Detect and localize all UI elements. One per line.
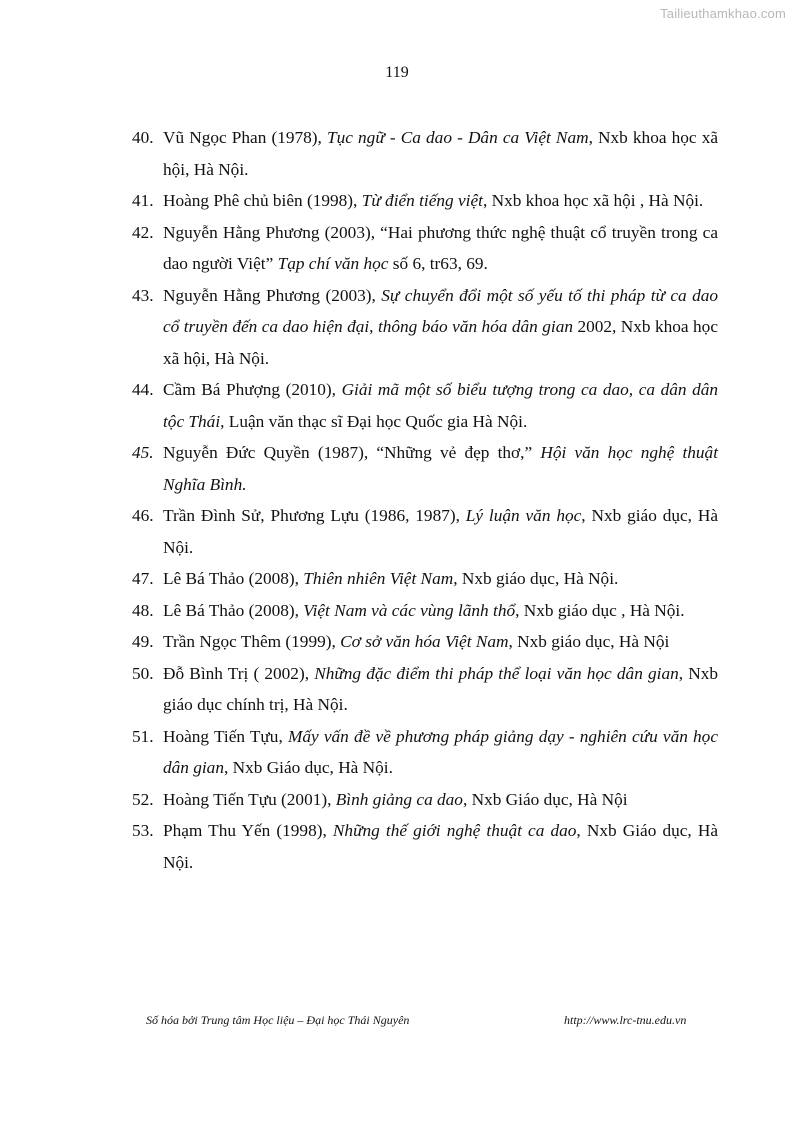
reference-number: 47. — [132, 569, 154, 588]
reference-item — [132, 595, 718, 627]
reference-text: Đỗ Bình Trị ( 2002), — [163, 663, 315, 683]
reference-text: số 6, tr63, 69. — [388, 254, 488, 273]
footer-digitized-by: Số hóa bởi Trung tâm Học liệu – Đại học Thái Nguyên — [146, 1013, 410, 1027]
reference-title: Hội văn học nghệ thuật Nghĩa Bình. — [163, 443, 718, 494]
reference-text: , Nxb giáo dục, Hà Nội. — [163, 506, 718, 557]
reference-text: Trần Đình Sử, Phương Lựu (1986, 1987), — [163, 506, 466, 525]
reference-text: , Nxb Giáo dục, Hà Nội. — [163, 821, 718, 872]
reference-number: 42. — [132, 222, 154, 242]
reference-title: Những đặc điểm thi pháp thể loại văn học dân gian — [314, 663, 679, 683]
reference-text: Lê Bá Thảo (2008), — [163, 600, 304, 620]
reference-text: Hoàng Phê chủ biên (1998), — [163, 191, 362, 210]
reference-text: , Nxb giáo dục, Hà Nội. — [453, 569, 619, 588]
reference-item — [132, 815, 718, 878]
reference-item — [132, 217, 718, 280]
reference-number: 51. — [132, 726, 154, 746]
reference-text: Luận văn thạc sĩ Đại học Quốc gia Hà Nội. — [224, 411, 528, 431]
reference-item — [132, 626, 718, 658]
reference-title: Lý luận văn học — [465, 506, 582, 525]
reference-text: Nguyễn Hằng Phương (2003), “Hai phương thức nghệ thuật cổ truyền trong ca dao người Việt” — [163, 222, 718, 273]
reference-number: 49. — [132, 632, 154, 651]
reference-number: 46. — [132, 506, 154, 525]
reference-title: Những thế giới nghệ thuật ca dao — [332, 821, 577, 840]
reference-title: Bình giảng ca dao — [335, 789, 463, 809]
reference-text: Hoàng Tiến Tựu, — [163, 726, 288, 746]
reference-item — [132, 122, 718, 185]
reference-title: Việt Nam và các vùng lãnh thổ — [303, 600, 516, 620]
reference-number: 43. — [132, 285, 154, 305]
reference-title: Giải mã một số biểu tượng trong ca dao, ca dân dân tộc Thái, — [163, 380, 718, 431]
page-number: 119 — [385, 64, 409, 81]
reference-title: Từ điển tiếng việt — [361, 191, 483, 210]
reference-number: 53. — [132, 821, 154, 840]
reference-text: Nguyễn Đức Quyền (1987), “Những vẻ đẹp thơ,” — [163, 443, 541, 462]
reference-number: 44. — [132, 380, 154, 399]
reference-title: Tạp chí văn học — [277, 254, 389, 273]
reference-text: Hoàng Tiến Tựu (2001), — [163, 789, 336, 809]
reference-text: , Nxb giáo dục , Hà Nội. — [515, 600, 685, 620]
reference-item — [132, 784, 718, 816]
reference-text: Vũ Ngọc Phan (1978), — [163, 128, 327, 147]
reference-item — [132, 280, 718, 375]
reference-number: 52. — [132, 789, 154, 809]
reference-item — [132, 500, 718, 563]
reference-number: 41. — [132, 191, 154, 210]
reference-text: , Nxb Giáo dục, Hà Nội. — [223, 758, 393, 777]
reference-title: Tục ngữ - Ca dao - Dân ca Việt Nam — [327, 128, 589, 147]
reference-item — [132, 437, 718, 500]
reference-list — [132, 122, 718, 878]
reference-item — [132, 658, 718, 721]
reference-title: Sự chuyển đổi một số yếu tố thi pháp từ ca dao cổ truyền đến ca dao hiện đại, thông báo văn hóa dân gian — [163, 285, 718, 336]
reference-text: Cầm Bá Phượng (2010), — [163, 380, 342, 399]
footer-url[interactable]: http://www.lrc-tnu.edu.vn — [564, 1013, 687, 1027]
reference-item — [132, 721, 718, 784]
reference-text: , Nxb giáo dục chính trị, Hà Nội. — [163, 663, 718, 714]
reference-text: , Nxb giáo dục, Hà Nội — [508, 632, 670, 651]
reference-text: Trần Ngọc Thêm (1999), — [163, 632, 341, 651]
reference-text: Lê Bá Thảo (2008), — [163, 569, 304, 588]
reference-number: 40. — [132, 128, 154, 147]
reference-text: , Nxb khoa học xã hội , Hà Nội. — [482, 191, 704, 210]
reference-number: 50. — [132, 663, 154, 683]
reference-text: , Nxb Giáo dục, Hà Nội — [462, 789, 628, 809]
reference-item — [132, 563, 718, 595]
reference-text: Nguyễn Hằng Phương (2003), — [163, 285, 382, 305]
reference-text: , Nxb khoa học xã hội, Hà Nội. — [163, 128, 719, 179]
reference-text: Phạm Thu Yến (1998), — [163, 821, 333, 840]
reference-title: Cơ sở văn hóa Việt Nam — [340, 632, 509, 651]
watermark: Tailieuthamkhao.com — [660, 6, 786, 21]
reference-title: Mấy vấn đề về phương pháp giảng dạy - nghiên cứu văn học dân gian — [163, 726, 718, 777]
reference-item — [132, 185, 718, 217]
reference-number: 45. — [132, 443, 154, 462]
reference-text: 2002, Nxb khoa học xã hội, Hà Nội. — [163, 317, 718, 368]
reference-number: 48. — [132, 600, 154, 620]
reference-item — [132, 374, 718, 437]
reference-title: Thiên nhiên Việt Nam — [303, 569, 454, 588]
